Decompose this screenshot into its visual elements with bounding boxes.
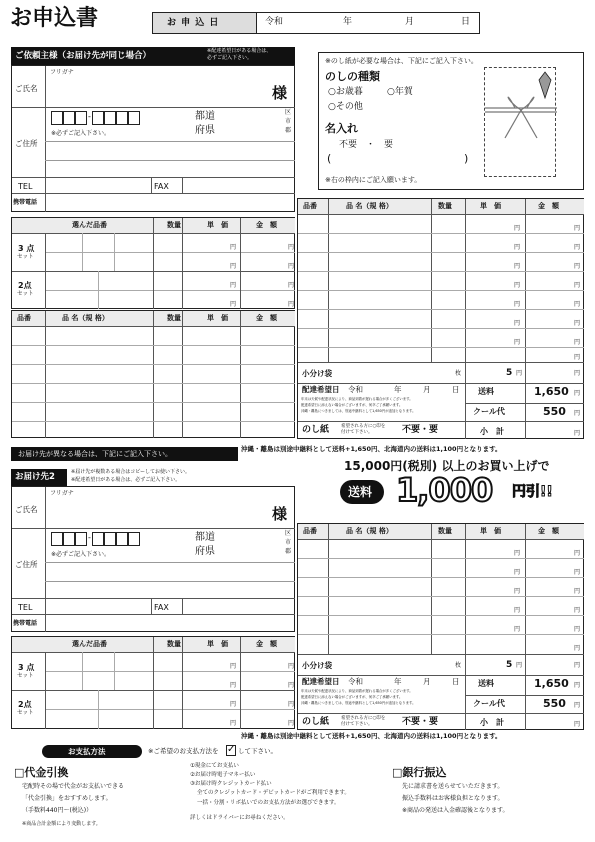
fine-print-3: 沖縄・離島につきましては、別途中継料として1,650円が追加となります。 xyxy=(301,701,416,705)
yen: 円 xyxy=(288,720,295,727)
set-header-item: 選んだ品番 xyxy=(72,640,107,648)
fine-print-2: 配達希望日に添えない場合がございますが、何卒ご了承願います。 xyxy=(301,695,403,699)
client-note-2: 必ずご記入下さい。 xyxy=(207,55,253,61)
bank-text-1: 先に請求書を送らせていただきます。 xyxy=(402,783,504,790)
delivery-date-label: 配達希望日 xyxy=(302,385,340,394)
right-header-name: 品 名（規 格） xyxy=(346,527,393,535)
client-section-header xyxy=(11,47,295,65)
right-header-qty: 数量 xyxy=(438,527,452,535)
ku-label: 区 xyxy=(285,530,292,537)
set-table-1 xyxy=(11,217,295,309)
small-bag-label: 小分け袋 xyxy=(302,661,332,670)
shipping-label: 送料 xyxy=(478,679,494,688)
application-date-box xyxy=(152,12,480,34)
pay-method-4: 全てのクレジットカード・デビットカードがご利用できます。 xyxy=(197,790,350,796)
dest2-title: お届け先2 xyxy=(15,472,55,482)
right-header-price: 単 価 xyxy=(480,527,501,535)
required-note: ※必ずご記入下さい。 xyxy=(51,130,111,137)
yen: 円 xyxy=(516,662,523,669)
set-header-qty: 数量 xyxy=(167,640,181,648)
pay-method-2: ②お届け時電子マネー払い xyxy=(190,772,256,778)
yen: 円 xyxy=(514,607,521,614)
yen: 円 xyxy=(574,410,581,417)
sama-label: 様 xyxy=(272,505,288,523)
yen: 円 xyxy=(574,320,581,327)
yen: 円 xyxy=(514,569,521,576)
shipping-value: 1,650 xyxy=(534,385,569,398)
yen: 円 xyxy=(514,301,521,308)
set2-sub: セット xyxy=(17,710,34,716)
cool-label: クール代 xyxy=(473,407,505,416)
noshi-paper-option[interactable]: 不要・要 xyxy=(402,425,439,435)
yen: 円 xyxy=(574,225,581,232)
yen: 円 xyxy=(288,682,295,689)
date-era: 令和 xyxy=(265,17,284,27)
noshi-need[interactable]: 不要 ・ 要 xyxy=(339,140,394,150)
small-bag-unit: 枚 xyxy=(455,370,462,377)
yen: 円 xyxy=(288,663,295,670)
set-header-qty: 数量 xyxy=(167,221,181,229)
pay-method-1: ①現金にてお支払い xyxy=(190,763,239,769)
set2-label: 2点 xyxy=(18,281,32,290)
noshi-paper-note-1: 希望される方に○印を xyxy=(341,424,386,429)
dest2-note-2: ※配達希望日がある場合は、必ずご記入下さい。 xyxy=(71,477,181,483)
small-bag-price: 5 xyxy=(506,368,513,378)
payment-header xyxy=(42,745,142,758)
gun-label: 郡 xyxy=(285,127,292,134)
order-table-right-1 xyxy=(297,198,584,439)
yen: 円 xyxy=(574,370,581,377)
noshi-paren-open: ( xyxy=(327,152,332,165)
yen: 円 xyxy=(230,244,237,251)
right-header-price: 単 価 xyxy=(480,202,501,210)
delivery-year: 年 xyxy=(394,385,402,394)
payment-title: お支払方法 xyxy=(68,747,106,756)
noshi-opt-other[interactable]: ○その他 xyxy=(328,102,363,112)
right-header-no: 品番 xyxy=(303,202,317,210)
todo-label: 都道 xyxy=(195,532,215,543)
promo-line: 15,000円(税別) 以上のお買い上げで xyxy=(344,459,550,473)
yen: 円 xyxy=(514,320,521,327)
noshi-paper-label: のし紙 xyxy=(302,717,330,727)
yen: 円 xyxy=(574,263,581,270)
cod-text-1: 宅配時その場で代金がお支払いできる xyxy=(22,783,125,790)
shipping-value: 1,650 xyxy=(534,677,569,690)
tel-label: TEL xyxy=(18,603,33,612)
yen: 円 xyxy=(574,702,581,709)
noshi-type-title: のしの種類 xyxy=(325,70,380,83)
item-header-qty: 数量 xyxy=(167,314,181,322)
gun-label: 郡 xyxy=(285,548,292,555)
yen: 円 xyxy=(574,721,581,728)
cool-value: 550 xyxy=(543,405,566,418)
mobile-label: 携帯電話 xyxy=(13,620,38,627)
item-header-amount: 金 額 xyxy=(256,314,277,322)
dest2-header xyxy=(11,469,67,486)
bank-text-2: 振込手数料はお客様負担となります。 xyxy=(402,795,504,802)
yen: 円 xyxy=(288,701,295,708)
right-header-qty: 数量 xyxy=(438,202,452,210)
bank-text-3: ※商品の発送は入金確認後となります。 xyxy=(402,807,509,814)
delivery-year: 年 xyxy=(394,677,402,686)
pay-method-3: ③お届け時クレジットカード払い xyxy=(190,781,272,787)
sama-label: 様 xyxy=(272,84,288,102)
shipping-label: 送料 xyxy=(478,387,494,396)
set3-sub: セット xyxy=(17,673,34,679)
noshi-opt-oseibo[interactable]: ○お歳暮 xyxy=(328,87,363,97)
shi-label: 市 xyxy=(285,539,292,546)
client-note-1: ※配達希望日がある場合は、 xyxy=(207,48,272,54)
fax-label: FAX xyxy=(154,182,169,191)
ku-label: 区 xyxy=(285,109,292,116)
small-bag-label: 小分け袋 xyxy=(302,369,332,378)
yen: 円 xyxy=(574,244,581,251)
todo-label: 都道 xyxy=(195,111,215,122)
delivery-era: 令和 xyxy=(348,385,363,394)
set-header-item: 選んだ品番 xyxy=(72,221,107,229)
yen: 円 xyxy=(230,663,237,670)
date-day: 日 xyxy=(461,17,471,27)
postal-code-boxes[interactable]: - xyxy=(51,532,143,546)
cod-text-4: ※商品合計金額により変動します。 xyxy=(22,821,101,827)
cod-option[interactable]: □代金引換 xyxy=(14,766,69,779)
noshi-note: ※のし紙が必要な場合は、下記にご記入下さい。 xyxy=(325,57,478,65)
set3-label: 3 点 xyxy=(18,244,35,253)
yen: 円 xyxy=(574,569,581,576)
delivery-date-label: 配達希望日 xyxy=(302,677,340,686)
delivery-month: 月 xyxy=(423,677,431,686)
check-icon: ✓ xyxy=(227,744,236,755)
yen: 円 xyxy=(574,662,581,669)
fax-label: FAX xyxy=(154,603,169,612)
delivery-era: 令和 xyxy=(348,677,363,686)
subtotal-label: 小 計 xyxy=(480,427,504,436)
date-year: 年 xyxy=(343,17,353,27)
name-label: ご氏名 xyxy=(15,505,38,514)
item-header-name: 品 名（規 格） xyxy=(62,314,109,322)
set2-sub: セット xyxy=(17,291,34,297)
fine-print-3: 沖縄・離島につきましては、別途中継料として1,650円が追加となります。 xyxy=(301,409,416,413)
noshi-paren-close: ) xyxy=(464,152,469,165)
yen: 円 xyxy=(514,225,521,232)
delivery-day: 日 xyxy=(452,677,460,686)
date-label: お 申 込 日 xyxy=(167,18,220,28)
right-header-amount: 金 額 xyxy=(538,527,559,535)
yen: 円 xyxy=(574,550,581,557)
tel-label: TEL xyxy=(18,182,33,191)
address-label: ご住所 xyxy=(15,560,38,569)
noshi-paper-note-2: 付けて下さい。 xyxy=(341,722,373,727)
yen: 円 xyxy=(230,701,237,708)
yen: 円 xyxy=(514,244,521,251)
subtotal-label: 小 計 xyxy=(480,718,504,727)
yen: 円 xyxy=(574,390,581,397)
yen: 円 xyxy=(574,339,581,346)
yen: 円 xyxy=(230,720,237,727)
address-label: ご住所 xyxy=(15,139,38,148)
promo-amount: 1,000 xyxy=(396,471,493,509)
yen: 円 xyxy=(230,282,237,289)
fuken-label: 府県 xyxy=(195,546,215,557)
noshi-frame-note: ※右の枠内にご記入願います。 xyxy=(325,176,422,184)
set-header-amount: 金 額 xyxy=(256,640,277,648)
yen: 円 xyxy=(514,626,521,633)
yen: 円 xyxy=(574,430,581,437)
dest2-note-1: ※届け先が複数ある場合はコピーしてお使い下さい。 xyxy=(71,469,190,475)
yen: 円 xyxy=(574,626,581,633)
yen: 円 xyxy=(514,588,521,595)
yen: 円 xyxy=(288,282,295,289)
postal-code-boxes[interactable]: - xyxy=(51,111,143,125)
cool-label: クール代 xyxy=(473,699,505,708)
delivery-day: 日 xyxy=(452,385,460,394)
item-header-price: 単 価 xyxy=(207,314,228,322)
right-header-amount: 金 額 xyxy=(538,202,559,210)
set-header-amount: 金 額 xyxy=(256,221,277,229)
item-table-left-1 xyxy=(11,310,295,438)
noshi-ribbon-icon xyxy=(485,68,557,178)
set-header-price: 単 価 xyxy=(207,221,228,229)
yen: 円 xyxy=(516,370,523,377)
noshi-paper-frame[interactable] xyxy=(484,67,556,177)
small-bag-unit: 枚 xyxy=(455,662,462,669)
mobile-label: 携帯電話 xyxy=(13,199,38,206)
order-table-right-2 xyxy=(297,523,584,730)
noshi-paper-note-1: 希望される方に○印を xyxy=(341,716,386,721)
yen: 円 xyxy=(574,588,581,595)
fine-print-1: 年末は天候や配達状況により、商品到着が遅れる場合が多くございます。 xyxy=(301,689,413,693)
yen: 円 xyxy=(514,550,521,557)
yen: 円 xyxy=(288,244,295,251)
cod-text-3: （手数料440円〜(税込)） xyxy=(22,807,93,814)
yen: 円 xyxy=(230,263,237,270)
page-title: お申込書 xyxy=(10,6,99,31)
yen: 円 xyxy=(288,263,295,270)
noshi-paper-label: のし紙 xyxy=(302,425,330,435)
noshi-paper-note-2: 付けて下さい。 xyxy=(341,430,373,435)
cod-text-2: 「代金引換」をおすすめします。 xyxy=(22,795,112,802)
yen: 円 xyxy=(574,282,581,289)
yen: 円 xyxy=(574,301,581,308)
fine-print-1: 年末は天候や配達状況により、商品到着が遅れる場合が多くございます。 xyxy=(301,397,413,401)
delivery-month: 月 xyxy=(423,385,431,394)
furigana-label: フリガナ xyxy=(50,69,74,76)
yen: 円 xyxy=(288,301,295,308)
small-bag-price: 5 xyxy=(506,660,513,670)
yen: 円 xyxy=(574,354,581,361)
noshi-opt-nenga[interactable]: ○年賀 xyxy=(387,87,413,97)
remote-shipping-note: 沖縄・離島は別途中継料として送料+1,650円、北海道内の送料は1,100円となります。 xyxy=(241,445,502,453)
pay-method-5: 一括・分割・リボ払いでのお支払方法がお選びできます。 xyxy=(197,800,340,806)
name-label: ご氏名 xyxy=(15,84,38,93)
yen: 円 xyxy=(574,682,581,689)
yen: 円 xyxy=(514,282,521,289)
client-form xyxy=(11,65,295,212)
set3-sub: セット xyxy=(17,254,34,260)
fuken-label: 府県 xyxy=(195,125,215,136)
client-section-title: ご依頼主様（お届け先が同じ場合） xyxy=(15,51,152,61)
set-header-price: 単 価 xyxy=(207,640,228,648)
set-table-2 xyxy=(11,636,295,729)
yen: 円 xyxy=(514,339,521,346)
yen: 円 xyxy=(574,607,581,614)
required-note: ※必ずご記入下さい。 xyxy=(51,551,111,558)
dest2-banner xyxy=(11,447,238,461)
dest2-form xyxy=(11,486,295,632)
noshi-paper-option[interactable]: 不要・要 xyxy=(402,717,439,727)
yen: 円 xyxy=(230,682,237,689)
yen: 円 xyxy=(574,645,581,652)
yen: 円 xyxy=(230,301,237,308)
payment-instruction-2: して下さい。 xyxy=(238,747,277,755)
date-month: 月 xyxy=(405,17,415,27)
noshi-box xyxy=(318,52,584,190)
dest2-banner-text: お届け先が異なる場合は、下記にご記入下さい。 xyxy=(18,450,172,458)
shi-label: 市 xyxy=(285,118,292,125)
yen: 円 xyxy=(514,263,521,270)
remote-shipping-note: 沖縄・離島は別途中継料として送料+1,650円、北海道内の送料は1,100円となります。 xyxy=(241,732,502,740)
furigana-label: フリガナ xyxy=(50,490,74,497)
cool-value: 550 xyxy=(543,697,566,710)
item-header-no: 品番 xyxy=(17,314,31,322)
set2-label: 2点 xyxy=(18,700,32,709)
promo-badge-text: 送料 xyxy=(348,485,373,499)
bank-transfer-option[interactable]: □銀行振込 xyxy=(392,766,447,779)
noshi-name-title: 名入れ xyxy=(325,122,358,135)
right-header-name: 品 名（規 格） xyxy=(346,202,393,210)
fine-print-2: 配達希望日に添えない場合がございますが、何卒ご了承願います。 xyxy=(301,403,403,407)
pay-method-6: 詳しくはドライバーにお尋ねください。 xyxy=(190,815,289,821)
promo-suffix: 円引!! xyxy=(512,484,553,500)
payment-instruction: ※ご希望のお支払方法を xyxy=(148,747,219,755)
right-header-no: 品番 xyxy=(303,527,317,535)
set3-label: 3 点 xyxy=(18,663,35,672)
